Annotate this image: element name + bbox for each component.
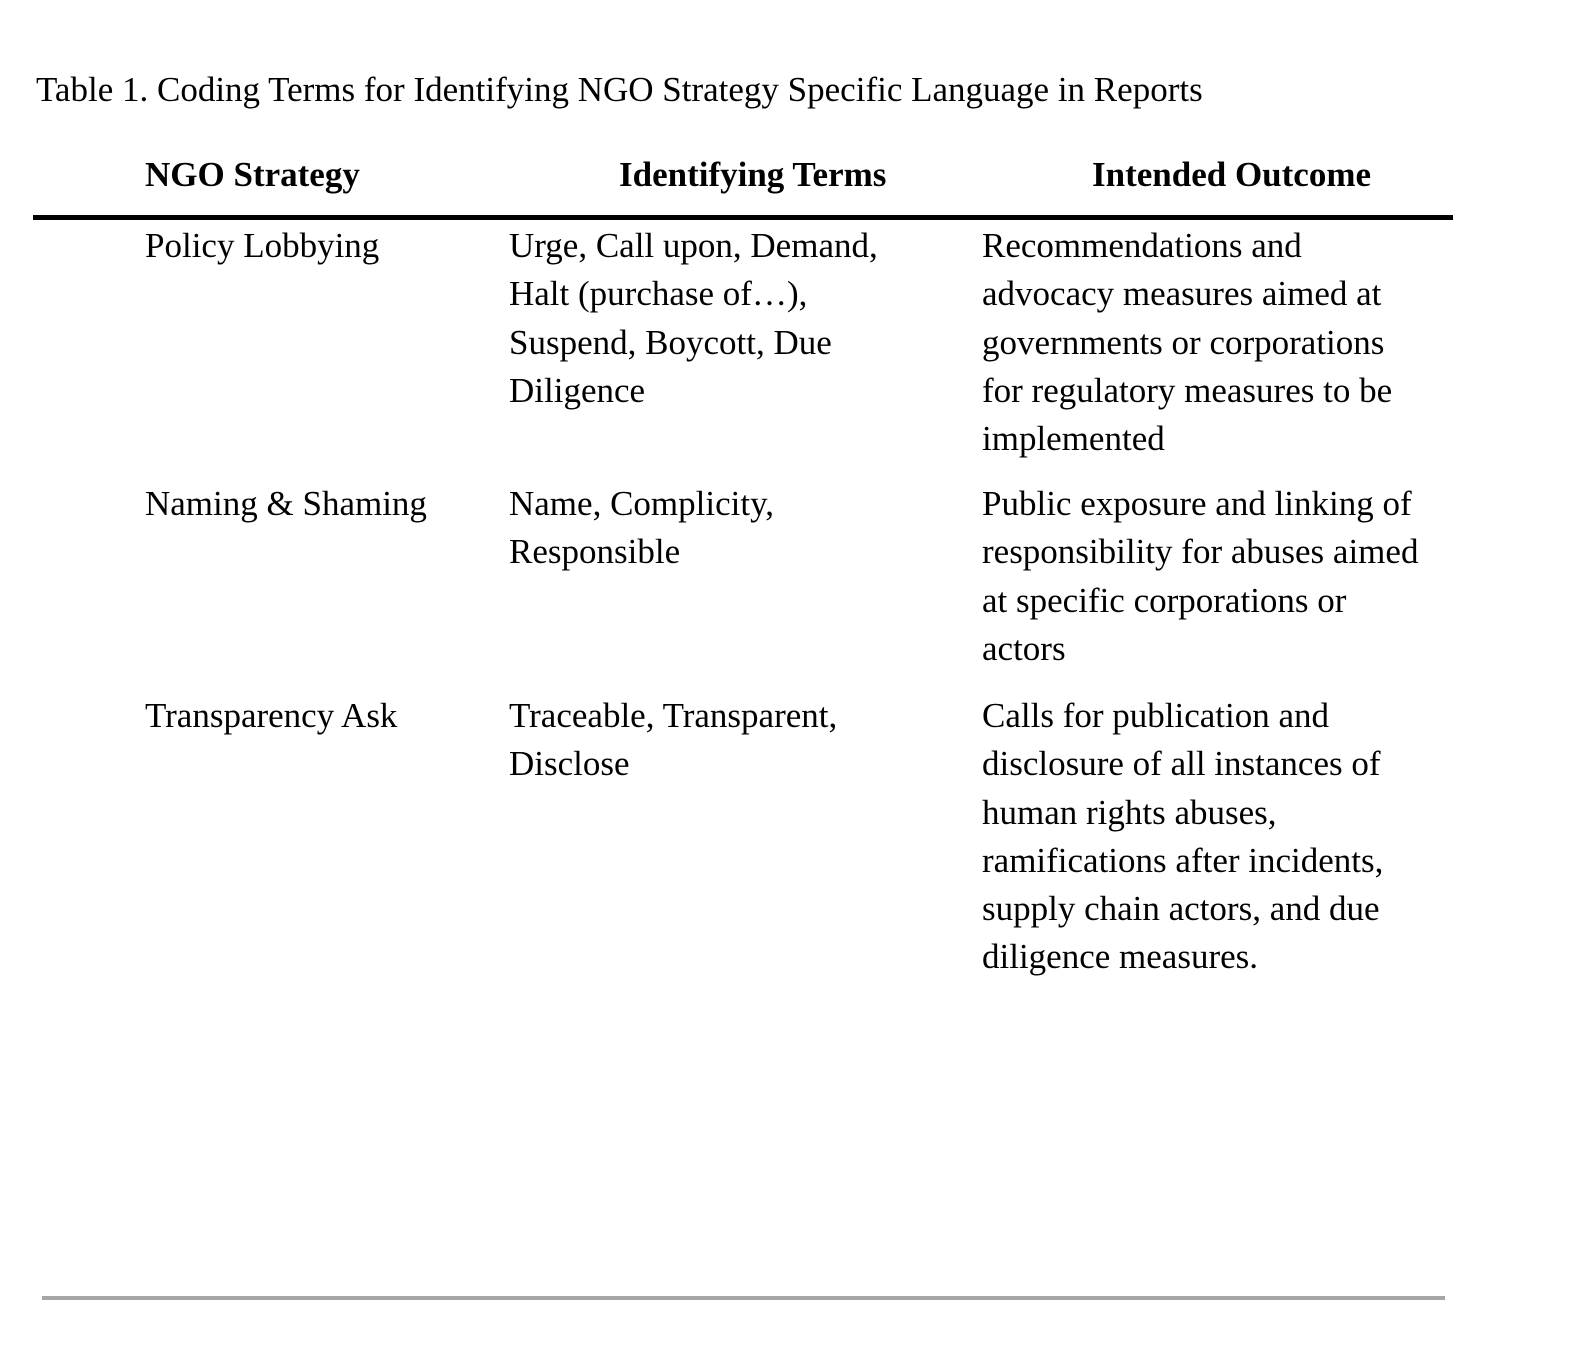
terms-line: Diligence bbox=[509, 370, 646, 410]
outcome-line: responsibility for abuses aimed bbox=[982, 532, 1419, 572]
terms-line: Responsible bbox=[509, 532, 681, 572]
terms-line: Urge, Call upon, Demand, bbox=[509, 226, 878, 265]
row-transparency-ask-terms bbox=[509, 692, 929, 789]
outcome-line: at specific corporations or bbox=[982, 580, 1347, 620]
outcome-line: Calls for publication and bbox=[982, 696, 1330, 735]
row-policy-lobbying-strategy: Policy Lobbying bbox=[145, 226, 380, 265]
bottom-rule bbox=[42, 1296, 1445, 1300]
row-transparency-ask-outcome bbox=[982, 692, 1452, 982]
outcome-line: supply chain actors, and due bbox=[982, 889, 1380, 929]
table-caption: Table 1. Coding Terms for Identifying NGO Strategy Specific Language in Reports bbox=[36, 70, 1203, 109]
outcome-line: governments or corporations bbox=[982, 322, 1385, 362]
outcome-line: implemented bbox=[982, 419, 1165, 459]
terms-line: Traceable, Transparent, bbox=[509, 696, 838, 735]
row-naming-shaming-strategy: Naming & Shaming bbox=[145, 484, 427, 523]
outcome-line: Recommendations and bbox=[982, 226, 1302, 265]
row-naming-shaming-terms bbox=[509, 480, 929, 577]
terms-line: Suspend, Boycott, Due bbox=[509, 322, 832, 362]
header-rule bbox=[33, 215, 1453, 220]
row-policy-lobbying-terms bbox=[509, 222, 929, 415]
row-naming-shaming-outcome bbox=[982, 480, 1452, 673]
row-policy-lobbying-outcome bbox=[982, 222, 1452, 463]
outcome-line: diligence measures. bbox=[982, 937, 1259, 977]
outcome-line: disclosure of all instances of bbox=[982, 744, 1381, 784]
header-intended-outcome: Intended Outcome bbox=[1092, 155, 1372, 194]
row-transparency-ask-strategy: Transparency Ask bbox=[145, 696, 398, 735]
outcome-line: actors bbox=[982, 628, 1066, 668]
outcome-line: ramifications after incidents, bbox=[982, 840, 1384, 880]
terms-line: Halt (purchase of…), bbox=[509, 274, 808, 314]
outcome-line: human rights abuses, bbox=[982, 792, 1277, 832]
outcome-line: for regulatory measures to be bbox=[982, 370, 1393, 410]
terms-line: Disclose bbox=[509, 744, 630, 784]
outcome-line: advocacy measures aimed at bbox=[982, 274, 1382, 314]
header-identifying-terms: Identifying Terms bbox=[619, 155, 887, 194]
terms-line: Name, Complicity, bbox=[509, 484, 775, 523]
outcome-line: Public exposure and linking of bbox=[982, 484, 1412, 523]
header-ngo-strategy: NGO Strategy bbox=[145, 155, 360, 194]
